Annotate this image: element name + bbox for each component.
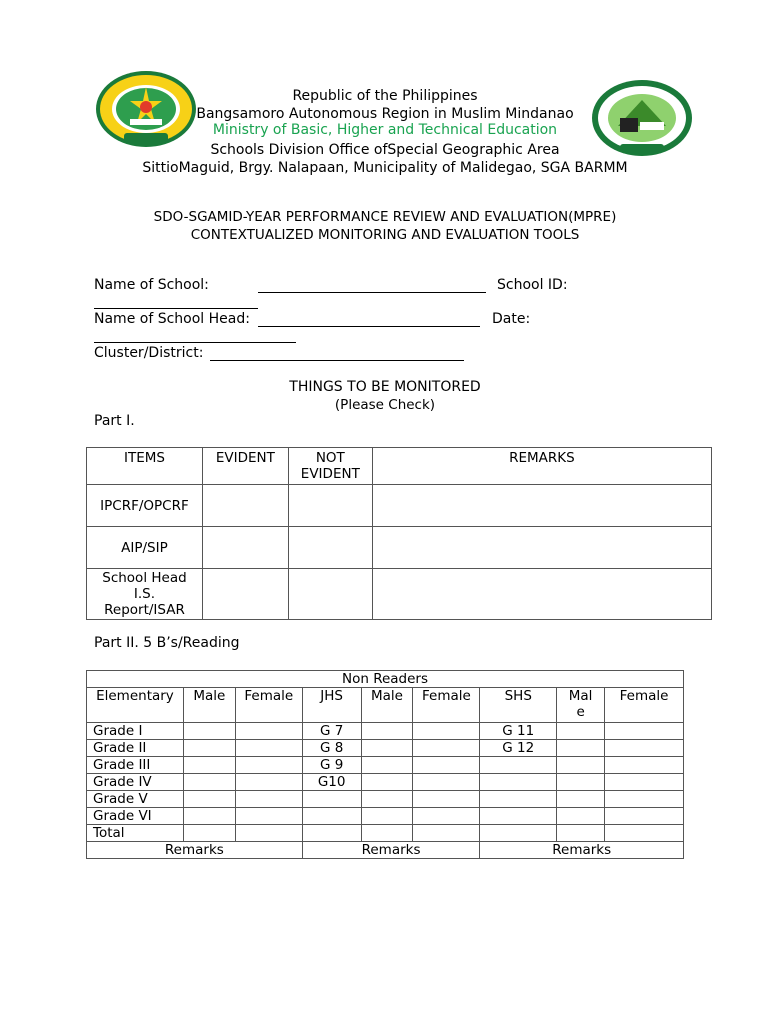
count-cell[interactable] xyxy=(605,723,684,740)
count-cell[interactable] xyxy=(361,808,413,825)
table-row xyxy=(87,757,684,774)
header-male: Male xyxy=(183,688,235,723)
table-row xyxy=(87,723,684,740)
grade-label: Grade II xyxy=(87,740,184,757)
header-elementary: Elementary xyxy=(87,688,184,723)
school-name-field[interactable] xyxy=(258,292,486,293)
count-cell[interactable] xyxy=(557,740,605,757)
header-evident: EVIDENT xyxy=(202,448,288,485)
part1-table xyxy=(86,447,712,620)
cluster-field[interactable] xyxy=(210,360,464,361)
count-cell[interactable] xyxy=(235,740,302,757)
count-cell[interactable] xyxy=(605,791,684,808)
count-cell[interactable] xyxy=(413,757,480,774)
not-evident-cell[interactable] xyxy=(288,527,372,569)
grade-label: Grade V xyxy=(87,791,184,808)
header-jhs: JHS xyxy=(302,688,361,723)
count-cell[interactable] xyxy=(480,825,557,842)
evident-cell[interactable] xyxy=(202,569,288,620)
count-cell[interactable] xyxy=(302,808,361,825)
evident-cell[interactable] xyxy=(202,527,288,569)
header-address: SittioMaguid, Brgy. Nalapaan, Municipality of Malidegao, SGA BARMM xyxy=(142,160,628,176)
count-cell[interactable] xyxy=(235,774,302,791)
count-cell[interactable] xyxy=(480,808,557,825)
table-header-row xyxy=(87,448,712,485)
count-cell[interactable] xyxy=(480,774,557,791)
table-row xyxy=(87,825,684,842)
count-cell[interactable] xyxy=(605,774,684,791)
header-female: Female xyxy=(605,688,684,723)
count-cell[interactable] xyxy=(361,740,413,757)
school-head-label: Name of School Head: xyxy=(94,311,250,327)
grade-label: Grade VI xyxy=(87,808,184,825)
not-evident-cell[interactable] xyxy=(288,485,372,527)
jhs-grade: G 7 xyxy=(302,723,361,740)
table-row xyxy=(87,569,712,620)
count-cell[interactable] xyxy=(183,723,235,740)
count-cell[interactable] xyxy=(361,825,413,842)
count-cell[interactable] xyxy=(413,791,480,808)
count-cell[interactable] xyxy=(480,757,557,774)
remarks-cell[interactable] xyxy=(372,527,711,569)
non-readers-banner: Non Readers xyxy=(87,671,684,688)
count-cell[interactable] xyxy=(605,740,684,757)
jhs-grade: G10 xyxy=(302,774,361,791)
remarks-elementary: Remarks xyxy=(87,842,303,859)
count-cell[interactable] xyxy=(183,808,235,825)
count-cell[interactable] xyxy=(605,825,684,842)
table-row xyxy=(87,485,712,527)
total-label: Total xyxy=(87,825,184,842)
header-remarks: REMARKS xyxy=(372,448,711,485)
monitor-heading: THINGS TO BE MONITORED xyxy=(289,379,481,395)
count-cell[interactable] xyxy=(557,791,605,808)
count-cell[interactable] xyxy=(361,723,413,740)
count-cell[interactable] xyxy=(183,740,235,757)
count-cell[interactable] xyxy=(557,774,605,791)
table-row xyxy=(87,740,684,757)
header-not-evident: NOT EVIDENT xyxy=(288,448,372,485)
shs-grade: G 11 xyxy=(480,723,557,740)
count-cell[interactable] xyxy=(235,757,302,774)
count-cell[interactable] xyxy=(557,808,605,825)
count-cell[interactable] xyxy=(413,808,480,825)
grade-label: Grade III xyxy=(87,757,184,774)
count-cell[interactable] xyxy=(183,825,235,842)
banner-row xyxy=(87,671,684,688)
count-cell[interactable] xyxy=(183,774,235,791)
part2-table xyxy=(86,670,684,859)
header-male: Male xyxy=(361,688,413,723)
part2-label: Part II. 5 B’s/Reading xyxy=(94,635,240,651)
part1-label: Part I. xyxy=(94,413,135,429)
count-cell[interactable] xyxy=(235,791,302,808)
school-id-field[interactable] xyxy=(94,308,258,309)
evident-cell[interactable] xyxy=(202,485,288,527)
count-cell[interactable] xyxy=(235,825,302,842)
item-school-head-report: School Head I.S. Report/ISAR xyxy=(87,569,203,620)
count-cell[interactable] xyxy=(557,825,605,842)
table-row xyxy=(87,527,712,569)
count-cell[interactable] xyxy=(557,723,605,740)
jhs-grade: G 8 xyxy=(302,740,361,757)
remarks-cell[interactable] xyxy=(372,485,711,527)
table-row xyxy=(87,774,684,791)
header-region: Bangsamoro Autonomous Region in Muslim Mindanao xyxy=(196,106,574,122)
header-shs: SHS xyxy=(480,688,557,723)
date-label: Date: xyxy=(492,311,531,327)
document-title: SDO-SGAMID-YEAR PERFORMANCE REVIEW AND EVALUATION(MPRE) xyxy=(153,209,617,225)
shs-grade: G 12 xyxy=(480,740,557,757)
header-items: ITEMS xyxy=(87,448,203,485)
remarks-shs: Remarks xyxy=(480,842,684,859)
monitor-subheading: (Please Check) xyxy=(334,397,436,413)
count-cell[interactable] xyxy=(235,723,302,740)
count-cell[interactable] xyxy=(605,808,684,825)
count-cell[interactable] xyxy=(302,791,361,808)
school-name-label: Name of School: xyxy=(94,277,209,293)
count-cell[interactable] xyxy=(605,757,684,774)
count-cell[interactable] xyxy=(361,757,413,774)
date-field[interactable] xyxy=(94,342,296,343)
jhs-grade: G 9 xyxy=(302,757,361,774)
remarks-row xyxy=(87,842,684,859)
document-subtitle: CONTEXTUALIZED MONITORING AND EVALUATION TOOLS xyxy=(190,227,580,243)
remarks-cell[interactable] xyxy=(372,569,711,620)
grade-label: Grade I xyxy=(87,723,184,740)
header-republic: Republic of the Philippines xyxy=(292,88,478,104)
count-cell[interactable] xyxy=(235,808,302,825)
header-female: Female xyxy=(413,688,480,723)
count-cell[interactable] xyxy=(361,774,413,791)
header-division-office: Schools Division Office ofSpecial Geographic Area xyxy=(210,142,560,158)
item-ipcrf: IPCRF/OPCRF xyxy=(87,485,203,527)
header-ministry: Ministry of Basic, Higher and Technical Education xyxy=(212,122,558,138)
grade-label: Grade IV xyxy=(87,774,184,791)
header-female: Female xyxy=(235,688,302,723)
table-row xyxy=(87,791,684,808)
item-aip-sip: AIP/SIP xyxy=(87,527,203,569)
count-cell[interactable] xyxy=(557,757,605,774)
count-cell[interactable] xyxy=(413,740,480,757)
count-cell[interactable] xyxy=(413,723,480,740)
count-cell[interactable] xyxy=(413,825,480,842)
not-evident-cell[interactable] xyxy=(288,569,372,620)
count-cell[interactable] xyxy=(361,791,413,808)
count-cell[interactable] xyxy=(302,825,361,842)
cluster-label: Cluster/District: xyxy=(94,345,204,361)
school-head-field[interactable] xyxy=(258,326,480,327)
school-id-label: School ID: xyxy=(497,277,568,293)
table-row xyxy=(87,808,684,825)
header-male: Mal e xyxy=(557,688,605,723)
table-header-row xyxy=(87,688,684,723)
count-cell[interactable] xyxy=(183,791,235,808)
count-cell[interactable] xyxy=(413,774,480,791)
remarks-jhs: Remarks xyxy=(302,842,480,859)
count-cell[interactable] xyxy=(183,757,235,774)
count-cell[interactable] xyxy=(480,791,557,808)
